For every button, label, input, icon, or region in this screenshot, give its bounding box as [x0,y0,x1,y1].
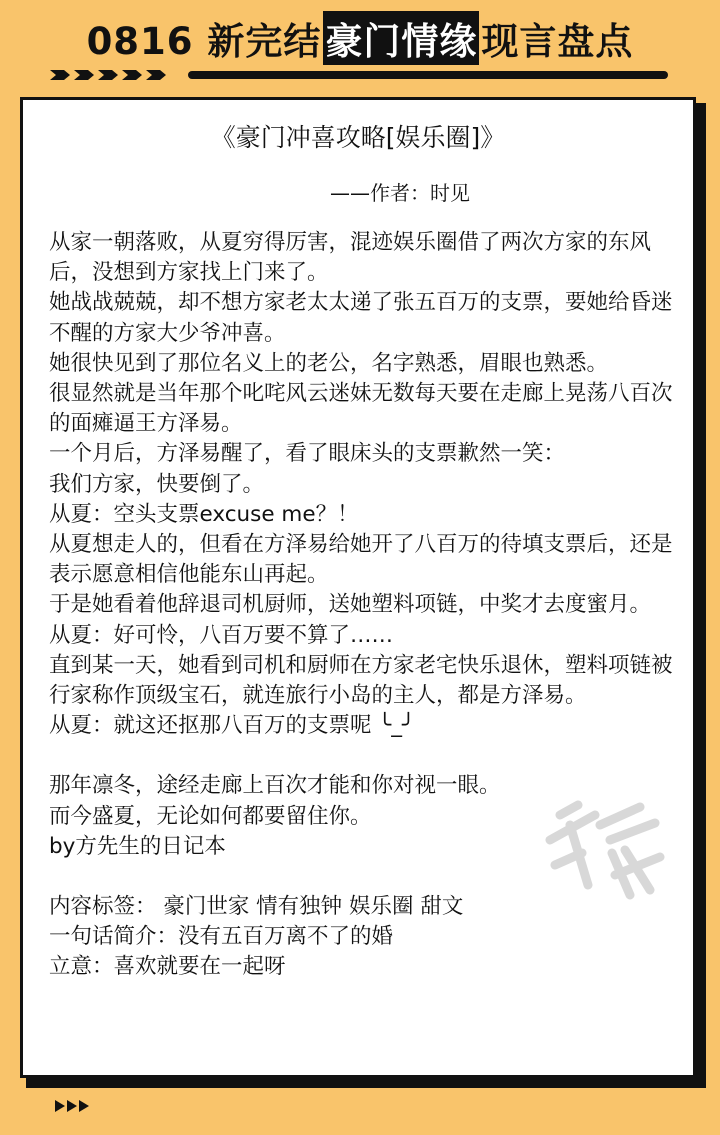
synopsis-paragraph: 她战战兢兢，却不想方家老太太递了张五百万的支票，要她给昏迷不醒的方家大少爷冲喜。 [49,290,673,346]
synopsis-paragraph: 我们方家，快要倒了。 [49,471,265,497]
header-highlight: 豪门情缘 [323,11,479,65]
chevron-row-icon [50,70,180,80]
book-title: 《豪门冲喜攻略[娱乐圈]》 [210,123,506,152]
synopsis-paragraph: 从家一朝落败，从夏穷得厉害，混迹娱乐圈借了两次方家的东风后，没想到方家找上门来了。 [49,230,652,286]
synopsis-paragraph: 那年凛冬，途经走廊上百次才能和你对视一眼。 [49,773,501,799]
synopsis-paragraph: 立意：喜欢就要在一起呀 [49,954,286,980]
synopsis-paragraph: 她很快见到了那位名义上的老公，名字熟悉，眉眼也熟悉。 [49,350,609,376]
book-author: ——作者：时见 [330,181,470,205]
header-suffix: 现言盘点 [481,20,634,63]
synopsis-paragraph: by方先生的日记本 [49,833,226,859]
header-underline [50,70,668,80]
book-card [20,97,696,1078]
synopsis-paragraph: 内容标签： 豪门世家 情有独钟 娱乐圈 甜文 [49,894,464,920]
synopsis-paragraph: 而今盛夏，无论如何都要留住你。 [49,803,372,829]
paragraph-spacer [49,741,679,771]
synopsis-paragraph: 从夏想走人的，但看在方泽易给她开了八百万的待填支票后，还是表示愿意相信他能东山再起。 [49,532,673,588]
synopsis-paragraph: 一个月后，方泽易醒了，看了眼床头的支票歉然一笑： [49,441,566,467]
header-prefix: 0816 新完结 [86,20,322,63]
watermark-seal-icon [530,795,670,905]
synopsis-paragraph: 很显然就是当年那个叱咤风云迷妹无数每天要在走廊上晃荡八百次的面瘫逼王方泽易。 [49,381,673,437]
synopsis-paragraph: 直到某一天，她看到司机和厨师在方家老宅快乐退休，塑料项链被行家称作顶级宝石，就连旅行小岛的主人，都是方泽易。 [49,652,673,709]
triple-arrow-icon [55,1100,95,1112]
synopsis-paragraph: 一句话简介：没有五百万离不了的婚 [49,924,394,950]
page-header [50,8,670,68]
synopsis-paragraph: 从夏：好可怜，八百万要不算了…… [49,622,394,648]
synopsis-paragraph: 于是她看着他辞退司机厨师，送她塑料项链，中奖才去度蜜月。 [49,592,652,618]
synopsis-paragraph: 从夏：空头支票excuse me？！ [49,501,359,527]
header-rule [188,71,668,79]
synopsis-paragraph: 从夏：就这还抠那八百万的支票呢 ╰_╯ [49,713,415,739]
